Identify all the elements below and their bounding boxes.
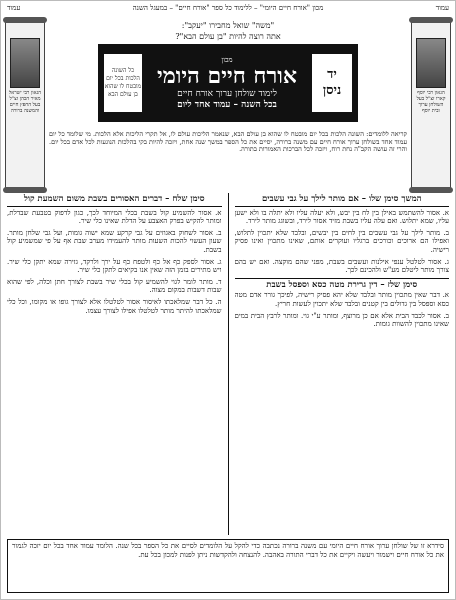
column-left xyxy=(7,193,222,535)
divider xyxy=(235,206,450,207)
column-right-heading-2: סימן שלז – דין גרירת מטה כסא וספסל בשבת xyxy=(266,279,418,290)
paragraph: א. אסור להשמיע קול בשבת בכלי המיוחד לכך, כגון לדפוק בטבעת שבדלת, ומותר להקיש בפרק האצבע על הדלת שאינו כלי שיר. xyxy=(7,208,222,226)
top-line-left: עמוד xyxy=(7,4,21,12)
subtitle-2: בכל השנה – עמוד אחד ליום xyxy=(177,100,277,110)
scroll-rod-top xyxy=(3,17,47,23)
banner-top: מכון xyxy=(221,56,233,64)
paragraph: ב. אסור לשחוק באגוזים על גבי קרקע שמא ישוה גומות, ועל גבי שלחן מותר. שעון העשוי להכות השעות מותר להעמידו מערב שבת אף על פי שמשמיע קול בשבת. xyxy=(7,228,222,254)
scroll-rod-top xyxy=(409,17,453,23)
top-line-center: מכון "אורח חיים היומי" – ללימוד כל ספר "אורח חיים" – במעגל השנה xyxy=(132,4,324,12)
top-line xyxy=(7,4,449,16)
column-right xyxy=(235,193,450,535)
subtitle-1: לימוד שולחן ערוך אורח חיים xyxy=(177,89,277,99)
portrait-left-image xyxy=(10,38,40,88)
portrait-right-image xyxy=(416,38,446,88)
column-divider xyxy=(228,193,229,535)
divider xyxy=(235,278,450,279)
divider xyxy=(7,206,222,207)
date-day: יד xyxy=(327,67,337,82)
portrait-left-caption: הגאון רבי ישראל מאיר הכהן זצ"ל בעל החפץ חיים והמשנה ברורה xyxy=(8,90,42,114)
top-line-right: עמוד xyxy=(435,4,449,12)
top-notes: קריאה ללומדים: השונה הלכות בכל יום מובטח לו שהוא בן עולם הבא, שנאמר הליכות עולם לו, אל תקרי הליכות אלא הלכות. מי שלומד כל יום עמוד אחד בשולחן ערוך אורח חיים עם משנה ברורה, יסיים את כל הספר במשך שנה אחת, ויזכה להיות בקי בהלכות הנוגעות לכל אדם בכל יום. והרי זה עושה הקב"ה נחת רוח, ויזכה לכל הברכות האמורות בתורה. xyxy=(49,131,407,153)
scroll-right xyxy=(411,19,451,191)
paragraph: א. אסור להשתמש באילן בין לח בין יבש, ולא יעלה עליו ולא יתלה בו ולא ישען עליו, שמא יתלוש. ואם עלה עליו בשבת מזיד אסור לירד, ובשוגג מותר לירד. xyxy=(234,208,449,226)
side-box: כל השונה הלכות בכל יום מובטח לו שהוא בן עולם הבא xyxy=(104,54,142,112)
main-title: אורח חיים היומי xyxy=(156,63,298,89)
portrait-right-caption: הגאון רבי יוסף קארו זצ"ל בעל השולחן ערוך ובית יוסף xyxy=(416,90,446,114)
header xyxy=(49,19,407,129)
paragraph: ה. כל דבר שמלאכתו לאיסור אסור לטלטלו אלא לצורך גופו או מקומו, וכל כלי שמלאכתו להיתר מותר לטלטלו אפילו לצורך עצמו. xyxy=(7,297,222,315)
footer-box: סידרא זו של שולחן ערוך אורח חיים היומי עם משנה ברורה נכתבה כדי להקל על הלומדים לסיים את כל הספר בכל שנה. הלומד עמוד אחד בכל יום יזכה לגמור את כל אורח חיים וישמור ויעשה ויקיים את כל דברי התורה באהבה. להנצחה ולהקדשות ניתן לפנות למכון בכל עת. xyxy=(7,539,449,593)
banner-titles xyxy=(142,56,312,110)
paragraph: ג. אסור לספק כף אל כף ולטפח כף על ירך ולרקד, גזירה שמא יתקן כלי שיר. ויש מתירים בזמן הזה שאין אנו בקיאים לתקן כלי שיר. xyxy=(7,257,222,275)
date-month: ניסן xyxy=(322,83,342,98)
motto-line-2: אתה רוצה להיות "בן עולם הבא"? xyxy=(175,32,281,41)
column-left-heading: סימן שלח – דברים האסורים בשבת משום השמעת קול xyxy=(23,194,205,204)
column-right-heading: המשך סימן שלו – אם מותר לילך על גבי עשבים xyxy=(261,194,422,204)
text-columns xyxy=(7,193,449,535)
scroll-left xyxy=(5,19,45,191)
date-box xyxy=(312,54,352,112)
paragraph: א. דבר שאין מתכוין מותר ובלבד שלא יהא פסיק רישיה, לפיכך גורר אדם מטה כסא וספסל בין גדולים בין קטנים ובלבד שלא יתכוין לעשות חריץ. xyxy=(234,291,449,308)
paragraph: ב. אסור לכבד הבית אלא אם כן מרוצף, ומותר ע"י גוי. ומותר לרבץ הבית במים שאינו מתכוין להשוות גומות. xyxy=(234,311,449,329)
title-banner xyxy=(98,44,358,122)
paragraph: ג. אסור לטלטל ענפי אילנות ועשבים בשבת, מפני שהם מוקצה. ואם יש בהם צורך מותר ליטלם מע"ש ולהכינם לכך. xyxy=(234,257,449,275)
paragraph: ד. מותר לומר לגוי להשמיע קול בכלי שיר בשבת לצורך חתן וכלה, לפי שהוא שבות דשבות במקום מצוה. xyxy=(7,277,222,295)
motto-line-1: "משה" שואל מחבירו "יעקב": xyxy=(181,21,275,30)
paragraph: ב. מותר לילך על גבי עשבים בין לחים בין יבשים, ובלבד שלא יתכוין לתלוש, ואפילו הם ארוכים וכורכים ברגליו ועוקרים אותם, שאינו מתכוין ואינו פסיק רישיה. xyxy=(234,228,449,254)
